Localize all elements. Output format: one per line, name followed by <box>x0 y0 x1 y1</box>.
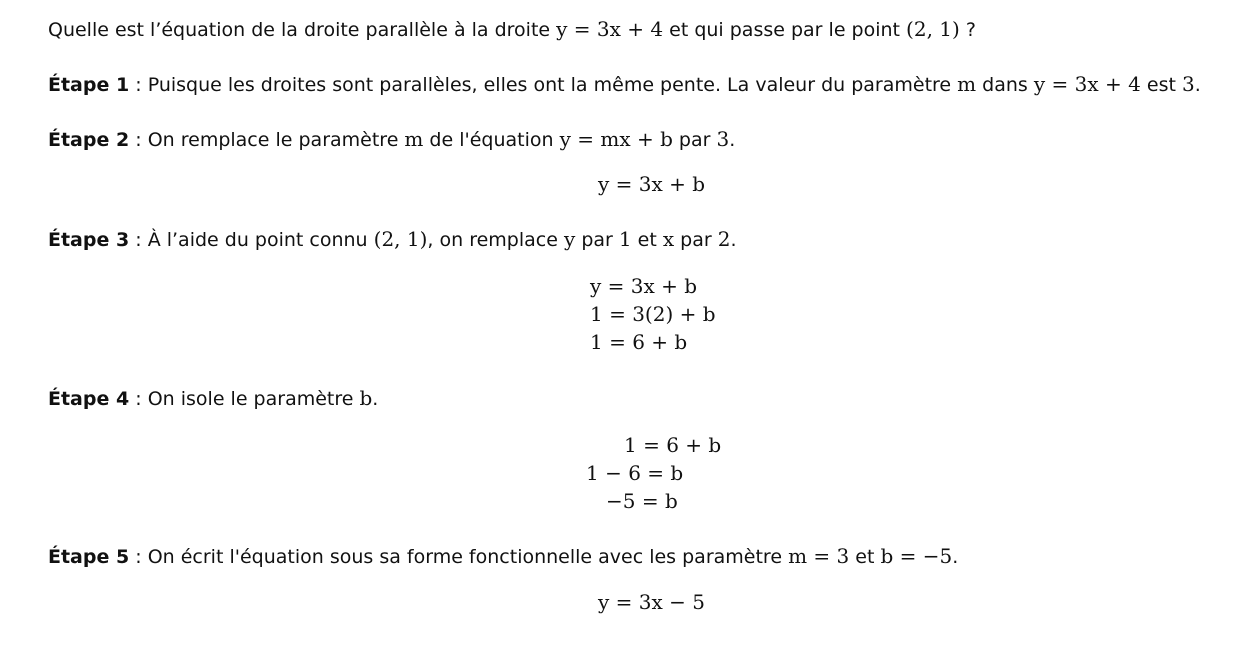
step-3-text: : À l’aide du point connu <box>129 229 374 251</box>
step-5-text: : On écrit l'équation sous sa forme fonctionnelle avec les paramètre <box>129 546 789 568</box>
step-3-math: (2, 1) <box>373 227 428 251</box>
step-5-text: et <box>849 546 881 568</box>
step-2-math: m <box>404 127 424 151</box>
equation-row: 1 = 6 + b <box>624 433 722 457</box>
step-3-equations <box>590 272 716 356</box>
step-2-equation: y = 3x + b <box>598 172 706 196</box>
step-2-line <box>48 127 735 152</box>
step-2-math: 3 <box>716 127 730 151</box>
equation-row: y = 3x + b <box>590 274 698 298</box>
step-1-text: . <box>1194 74 1201 96</box>
step-1-text: : Puisque les droites sont parallèles, elles ont la même pente. La valeur du paramètre <box>129 74 958 96</box>
question-line <box>48 17 976 42</box>
step-5-math: m = 3 <box>788 544 850 568</box>
step-4-equations <box>586 431 722 515</box>
step-5-equation: y = 3x − 5 <box>598 590 705 614</box>
step-2-text: de l'équation <box>423 129 560 151</box>
step-4-line <box>48 386 378 411</box>
step-3-label: Étape 3 <box>48 229 130 251</box>
step-2-text: . <box>729 129 736 151</box>
equation-row: 1 = 6 + b <box>590 330 688 354</box>
equation-row: 1 − 6 = b <box>586 461 684 485</box>
step-4-math: b <box>359 386 373 410</box>
equation-row: 1 = 3(2) + b <box>590 302 716 326</box>
step-5-line <box>48 544 958 569</box>
step-2-math: y = mx + b <box>559 127 673 151</box>
question-equation: y = 3x + 4 <box>556 17 664 41</box>
step-1-math: 3 <box>1181 72 1195 96</box>
step-3-text: , on remplace <box>427 229 564 251</box>
step-3-text: et <box>631 229 663 251</box>
step-3-math: 2 <box>717 227 731 251</box>
step-4-text: : On isole le paramètre <box>129 388 360 410</box>
step-3-text: par <box>674 229 718 251</box>
step-2-text: par <box>672 129 717 151</box>
step-1-label: Étape 1 <box>48 74 130 96</box>
step-2-text: : On remplace le paramètre <box>129 129 405 151</box>
step-3-math: 1 <box>618 227 632 251</box>
step-5-text: . <box>952 546 959 568</box>
step-4-label: Étape 4 <box>48 388 130 410</box>
question-text: et qui passe par le point <box>663 19 907 41</box>
question-point: (2, 1) <box>906 17 960 41</box>
step-1-line <box>48 72 1201 97</box>
step-2-label: Étape 2 <box>48 129 130 151</box>
step-1-math: y = 3x + 4 <box>1033 72 1141 96</box>
step-1-math: m <box>957 72 977 96</box>
step-3-text: par <box>575 229 619 251</box>
step-1-text: est <box>1140 74 1182 96</box>
step-3-line <box>48 227 737 252</box>
equation-row: −5 = b <box>606 489 678 513</box>
step-3-math: x <box>662 227 675 251</box>
question-text: Quelle est l’équation de la droite parallèle à la droite <box>48 19 557 41</box>
question-text: ? <box>959 19 976 41</box>
step-4-text: . <box>372 388 379 410</box>
step-3-math: y <box>563 227 576 251</box>
step-3-text: . <box>730 229 737 251</box>
step-5-math: b = −5 <box>880 544 953 568</box>
step-1-text: dans <box>976 74 1034 96</box>
step-5-label: Étape 5 <box>48 546 130 568</box>
